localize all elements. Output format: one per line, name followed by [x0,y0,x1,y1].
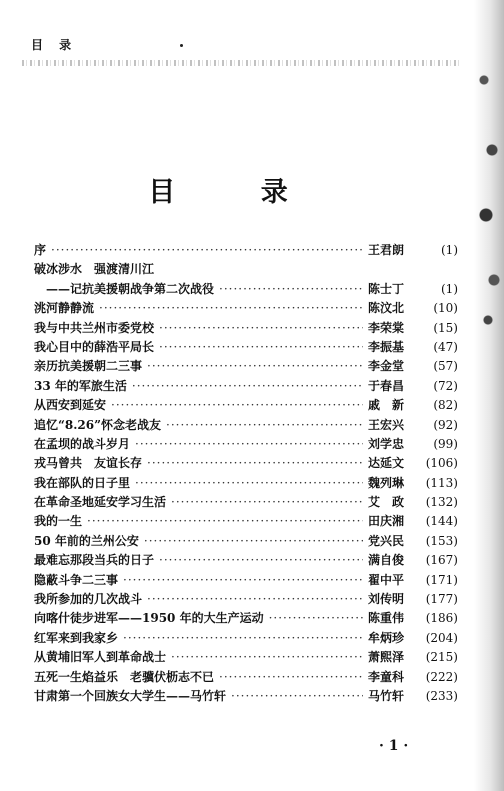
entry-page: (186) [425,611,458,626]
entry-title: 戎马曾共 友谊长存 [34,456,143,471]
toc-entry [34,280,458,299]
entry-author: 萧熙泽 [368,650,405,665]
entry-author: 李振基 [368,339,405,354]
leader-dots [144,534,363,548]
toc-entry [34,629,458,648]
leader-dots [269,611,363,625]
entry-title: 50 年前的兰州公安 [34,533,139,548]
entry-page: (222) [425,669,458,684]
entry-author: 牟炳珍 [368,630,405,645]
entry-title: 亲历抗美援朝二三事 [34,359,143,374]
entry-page: (10) [433,301,458,316]
entry-author: 田庆湘 [368,514,405,529]
leader-dots [147,359,363,373]
entry-author: 李金堂 [368,359,405,374]
entry-author: 陈士丁 [368,281,405,296]
toc-entry [34,260,458,279]
toc-entry [34,493,458,512]
entry-author: 党兴民 [368,533,405,548]
toc-entry [34,512,458,531]
leader-dots [171,650,363,664]
table-of-contents [34,241,458,706]
entry-author: 满自俊 [368,553,405,568]
entry-title: 最难忘那段当兵的日子 [34,553,155,568]
entry-page: (92) [433,417,458,432]
entry-title: 从黄埔旧军人到革命战士 [34,650,167,665]
toc-entry [34,241,458,260]
entry-page: (15) [433,320,458,335]
leader-dots [159,321,363,335]
leader-dots [135,476,363,490]
entry-page: (177) [425,592,458,607]
entry-page: (106) [425,456,458,471]
entry-title: 我心目中的薛浩平局长 [34,339,155,354]
toc-entry [34,319,458,338]
toc-entry [34,668,458,687]
toc-entry [34,551,458,570]
toc-entry [34,687,458,706]
leader-dots [159,553,363,567]
entry-author: 翟中平 [368,572,405,587]
leader-dots [135,437,363,451]
leader-dots [123,631,363,645]
toc-entry [34,474,458,493]
entry-author: 陈汶北 [368,301,405,316]
toc-entry [34,377,458,396]
entry-title: 隐蔽斗争二三事 [34,572,119,587]
entry-title: 在孟坝的战斗岁月 [34,436,131,451]
toc-entry [34,396,458,415]
entry-author: 达延文 [368,456,405,471]
leader-dots [171,495,363,509]
leader-dots [147,456,363,470]
leader-dots [231,689,363,703]
leader-dots [132,379,363,393]
running-head: 目 录 [31,38,78,52]
toc-entry [34,648,458,667]
entry-author: 马竹轩 [368,688,405,703]
entry-author: 魏列琳 [368,475,405,490]
entry-title: 追忆“8.26”怀念老战友 [34,417,162,432]
entry-page: (1) [441,243,458,257]
entry-page: (171) [425,572,458,587]
toc-entry [34,532,458,551]
leader-dots [87,514,363,528]
entry-page: (57) [433,359,458,374]
toc-entry [34,590,458,609]
entry-page: (153) [425,533,458,548]
scanned-page-edge [474,0,504,791]
leader-dots [159,340,363,354]
entry-page: (233) [425,688,458,703]
entry-author: 李童科 [368,669,405,684]
entry-title: 破冰涉水 强渡清川江 [34,262,155,277]
entry-title: 从西安到延安 [34,398,107,413]
toc-entry [34,454,458,473]
entry-author: 王宏兴 [368,417,405,432]
entry-author: 陈重伟 [368,611,405,626]
entry-title: 甘肃第一个回族女大学生——马竹轩 [34,688,227,703]
entry-page: (113) [425,475,458,490]
entry-title: 在革命圣地延安学习生活 [34,495,167,510]
leader-dots [219,670,363,684]
entry-title: 五死一生焰益乐 老骥伏枥志不已 [34,669,215,684]
toc-entry [34,357,458,376]
entry-author: 艾 政 [368,495,405,510]
page-number: · 1 · [379,738,409,754]
entry-page: (1) [441,281,458,296]
entry-title: 33 年的军旅生活 [34,378,127,393]
entry-title: ——记抗美援朝战争第二次战役 [46,281,215,296]
entry-page: (204) [425,630,458,645]
entry-page: (47) [433,339,458,354]
leader-dots [219,282,363,296]
toc-entry [34,609,458,628]
entry-title: 洮河静静流 [34,301,95,316]
leader-dots [147,592,363,606]
entry-author: 戚 新 [368,398,405,413]
entry-title: 我的一生 [34,514,83,529]
entry-page: (99) [433,436,458,451]
print-speck [180,44,183,47]
toc-entry [34,435,458,454]
toc-entry [34,416,458,435]
entry-author: 刘传明 [368,592,405,607]
entry-page: (82) [433,398,458,413]
page-title: 目 录 [148,177,326,208]
header-rule [22,60,462,66]
entry-title: 我所参加的几次战斗 [34,592,143,607]
leader-dots [51,243,363,257]
entry-page: (132) [425,495,458,510]
entry-page: (215) [425,650,458,665]
entry-author: 刘学忠 [368,436,405,451]
entry-title: 向喀什徒步进军——1950 年的大生产运动 [34,611,264,626]
toc-entry [34,571,458,590]
toc-entry [34,299,458,318]
entry-title: 我在部队的日子里 [34,475,131,490]
entry-page: (72) [433,378,458,393]
leader-dots [123,573,363,587]
entry-page: (144) [425,514,458,529]
entry-page: (167) [425,553,458,568]
toc-entry [34,338,458,357]
entry-author: 王君朗 [368,243,405,257]
entry-title: 序 [34,243,47,257]
entry-author: 李荣棠 [368,320,405,335]
entry-title: 我与中共兰州市委党校 [34,320,155,335]
leader-dots [111,398,363,412]
entry-title: 红军来到我家乡 [34,630,119,645]
leader-dots [99,301,363,315]
leader-dots [166,418,363,432]
entry-author: 于春昌 [368,378,405,393]
